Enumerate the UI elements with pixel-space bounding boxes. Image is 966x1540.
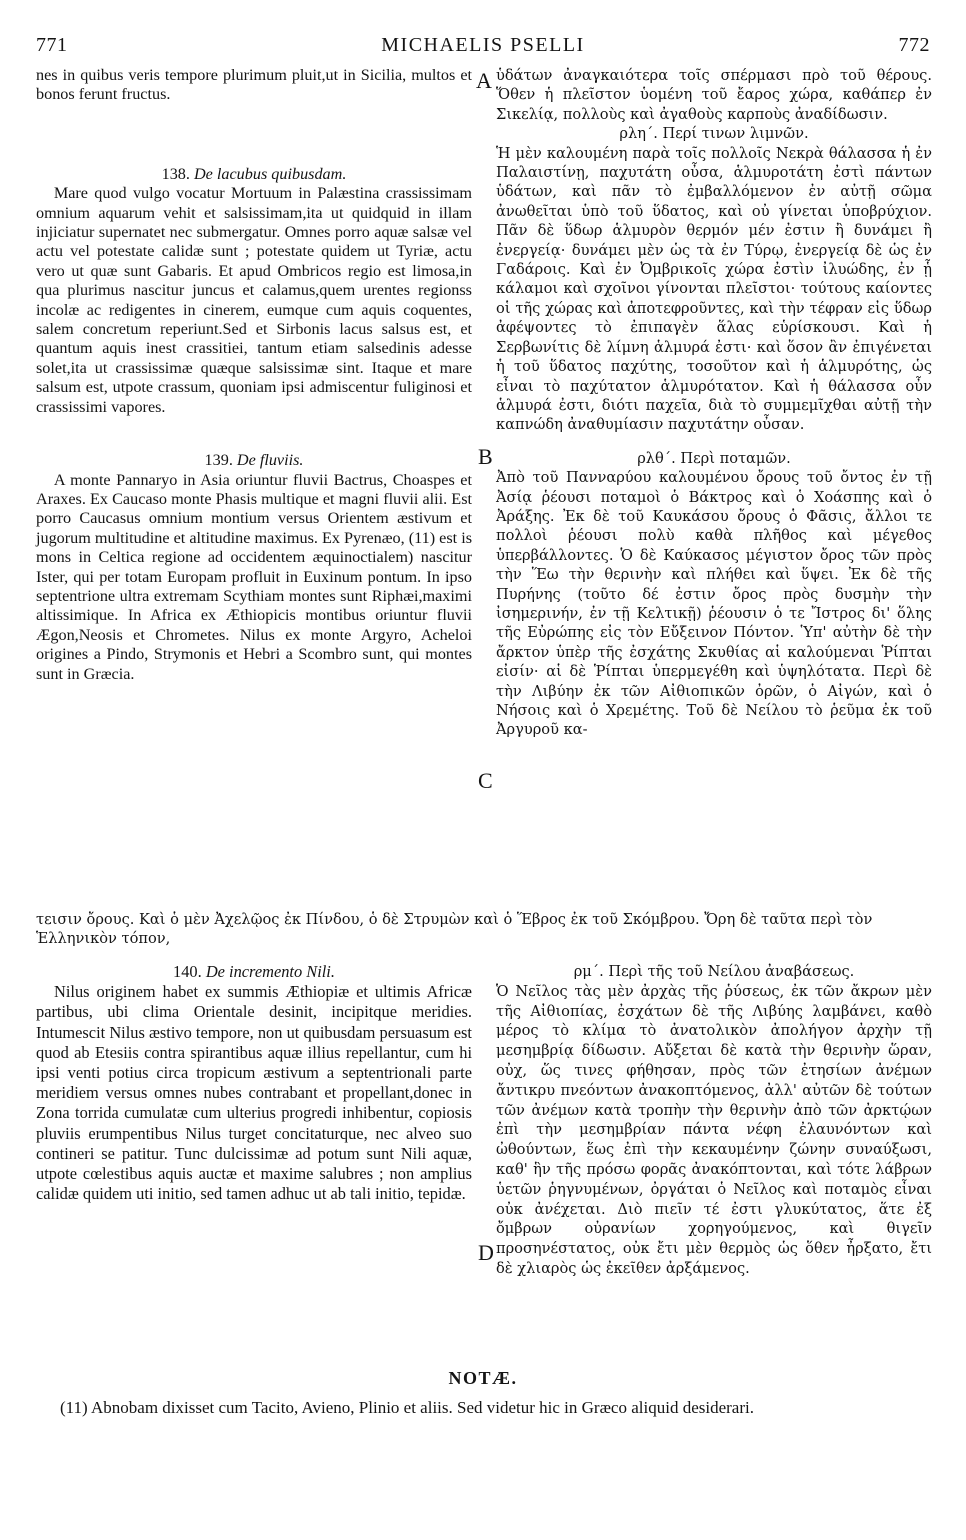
- greek-heading-140: ρμ΄. Περὶ τῆς τοῦ Νείλου ἀναβάσεως.: [573, 963, 855, 980]
- section-title: De fluviis.: [236, 451, 304, 470]
- greek-intro: ὑδάτων ἀναγκαιότερα τοῖς σπέρμασι πρὸ τοῦ θέρους. Ὅθεν ἡ πλεῖστον ὑομένη τοῦ ἔαρος χώρα, καθάπερ ἐν Σικελίᾳ, πολλοὺς καὶ ἀγαθοὺς καρποὺς ἀναδίδωσιν.: [496, 67, 932, 123]
- greek-continuation: τεισιν ὄρους. Καὶ ὁ μὲν Ἀχελῷος ἐκ Πίνδου, ὁ δὲ Στρυμὼν καὶ ὁ Ἕβρος ἐκ τοῦ Σκόμβρου. Ὄρη δὲ ταῦτα περὶ τὸν Ἑλληνικὸν τόπον,: [36, 911, 873, 948]
- latin-heading-138: [36, 165, 472, 184]
- latin-heading-140: [36, 962, 472, 982]
- greek-column: [496, 66, 932, 740]
- margin-letter-a: A: [476, 68, 492, 93]
- greek-column-140: [496, 962, 932, 1279]
- greek-text-140: Ὁ Νεῖλος τὰς μὲν ἀρχὰς τῆς ῥύσεως, ἐκ τῶν ἄκρων μὲν τῆς Αἰθιοπίας, ἐσχάτων δὲ τῆς Λιβύης λαμβάνει, καθὸ μέρος τὸ κλίμα τὸ ἀνατολικὸν ἀπολήγον ἀρχὴν τῇ μεσημβρίᾳ δίδωσιν. Αὔξεται δὲ κατὰ τὴν θερινὴν ὥραν, οὐχ, ὥς τινες φήθησαν, πρὸς τῶν ἐτησίων ἀνέμων ἄντικρυ πνεόντων ἀνακοπτόμενος, ἀλλ' αὐτῶν δὲ τούτων τῶν ἀνέμων κατὰ τροπὴν τὴν θερινὴν ἀπὸ τῶν ἀρκτῴων ἐπὶ τὴν μεσημβρίαν πάντα νέφη ἐλαυνόντων καὶ ὠθούντων, ἕως ἐπὶ τὴν κεκαυμένην ζώνην συναύξωσι, καθ' ἣν τῆς πρόσω φορᾶς ἀνακόπτονται, καὶ τότε λάβρων ὑετῶν ῥηγνυμένων, ὀργάται ὁ Νεῖλος καὶ ποταμὸς εἶναι οὐκ ἀνέχεται. Διὸ πιεῖν τέ ἐστι γλυκύτατος, ἅτε ἐξ ὄμβρων οὐρανίων χορηγούμενος, καὶ θιγεῖν προσηνέστατος, οὐκ ἔτι μὲν θερμὸς ὡς ὅθεν ἦρξατο, ἔτι δὲ χλιαρὸς ὡς ἐκεῖθεν ἀρξάμενος.: [496, 982, 932, 1277]
- greek-text-138: Ἡ μὲν καλουμένη παρὰ τοῖς πολλοῖς Νεκρὰ θάλασσα ἡ ἐν Παλαιστίνῃ, παχυτάτη οὖσα, ἁλμυροτάτη ἐστὶ πάντων ὑδάτων, καὶ πᾶν τὸ ἐμβαλλόμενον ἐν αὐτῇ σῶμα ἀνωθεῖται ὑπὸ τοῦ ὕδατος, καὶ οὐ γίνεται ὑποβρύχιον. Πᾶν δὲ ὕδωρ ἁλμυρὸν θερμόν μέν ἐστιν ἢ δυνάμει ἢ ἐνεργείᾳ· δυνάμει μὲν ὡς τὰ ἐν Τύρῳ, ἐνεργείᾳ δὲ ὡς ἐν Γαδάροις. Καὶ ἐν Ὀμβρικοῖς χώρα ἐστὶν ἰλυώδης, ἐν ᾗ κάλαμοι καὶ σχοῖνοι γίνονται πλεῖστοι· τούτους καίοντες οἱ τῆς χώρας καὶ ἀποτεφροῦντες, καὶ τὴν τέφραν εἰς ὕδωρ ἀφέψοντες τὸ ἐπιπαγὲν ἅλας εὑρίσκουσι. Καὶ ἡ Σερβωνίτις δὲ λίμνη ἁλμυρά ἐστι· καὶ ὅσον ἂν ἐπιγένεται ἡ τοῦ ὕδατος παχύτης, τοσοῦτον καὶ ἡ ἁλμυρότης, ὡς εἶναι τὸ παχύτατον ἁλμυρότατον. Καὶ ἡ θάλασσα οὖν ἁλμυρά ἐστι, διότι παχεῖα, διὰ τὸ συμμεμῖχθαι αὐτῇ τὴν καπνώδη ἀναθυμίασιν παχυτάτην οὖσαν.: [496, 144, 932, 434]
- latin-text-140: Nilus originem habet ex summis Æthiopiæ et ultimis Africæ partibus, ubi clima Orientale desinit, incipitque meridies. Intumescit Nilus æstivo tempore, non ut quibusdam persuasum est quod ab Etesiis contra spirantibus aquæ illius repellantur, cum hi ipsi venti potius circa tropicum æstivum a septentrionali parte meridiem versus omnes nubes contrabant et propellant,donec in Zona torrida cumulatæ cum ulterius progredi inhibentur, copiosis pluviis erumpentibus Nilus turget concitaturque, nec alveo suo contineri se patitur. Tunc dulcissimæ ad potum sunt Nili aquæ, utpote cœlestibus aquis auctæ et maxime salubres ; non amplius calidæ quidem uti initio, sed tamen adhuc ut ab tali initio, tepidæ.: [36, 982, 472, 1204]
- greek-heading-139: ρλθ΄. Περὶ ποταμῶν.: [637, 449, 791, 467]
- section-number: 140.: [173, 962, 202, 981]
- margin-letter-d: D: [478, 1240, 494, 1265]
- section-title: De lacubus quibusdam.: [193, 164, 347, 183]
- page-header: [36, 34, 930, 64]
- section-number: 139.: [204, 451, 233, 470]
- latin-intro: nes in quibus veris tempore plurimum pluit,ut in Sicilia, multos et bonos ferunt fructus.: [36, 66, 472, 104]
- margin-letter-c: C: [478, 768, 493, 793]
- page-number-right: 772: [898, 34, 930, 56]
- footnote-11: (11) Abnobam dixisset cum Tacito, Avieno, Plinio et aliis. Sed videtur hic in Græco aliquid desiderari.: [60, 1398, 754, 1417]
- section-number: 138.: [161, 164, 190, 183]
- section-title: De incremento Nili.: [205, 962, 335, 981]
- greek-heading-138: ρλη΄. Περί τινων λιμνῶν.: [619, 125, 809, 143]
- page-number-left: 771: [36, 34, 68, 56]
- running-title: MICHAELIS PSELLI: [381, 34, 585, 56]
- margin-letter-b: B: [478, 444, 493, 469]
- latin-text-139: A monte Pannaryo in Asia oriuntur fluvii Bactrus, Choaspes et Araxes. Ex Caucaso monte Phasis multique et magni fluvii alii. Est porro Caucasus omnium montium versus Orientem æstivum et jugorum multitudine et altitudine maximus. Ex Pyrenæo, (11) est is mons in Celtica regione ad occidentem æquinoctialem) nascitur Ister, qui per totam Europam profluit in Euxinum pontum. In ipso septentrione ultra extremam Scythiam montes sunt Riphæi,maximi altissimique. In Africa ex Æthiopicis montibus oriuntur fluvii Ægon,Neosis et Chrometes. Nilus ex monte Argyro, Acheloi origines a Pindo, Strymonis et Hebri a Scombro sunt, qui montes sunt in Græcia.: [36, 470, 472, 683]
- latin-column: [36, 66, 472, 684]
- greek-text-139: Ἀπὸ τοῦ Πανναρύου καλουμένου ὄρους τοῦ ὄντος ἐν τῇ Ἀσίᾳ ῥέουσι ποταμοὶ ὁ Βάκτρος καὶ ὁ Χοάσπης καὶ ὁ Ἀράξης. Ἐκ δὲ τοῦ Καυκάσου ὄρους ὁ Φᾶσις, ἄλλοι τε πολλοὶ ῥέουσι πολὺ καθὰ πλῆθος καὶ μέγεθος ὑπερβάλλοντες. Ὁ δὲ Καύκασος μέγιστον ὄρος τῶν πρὸς τὴν Ἕω τὴν θερινὴν καὶ πλήθει καὶ ὕψει. Ἐκ δὲ τῆς Πυρήνης (τοῦτο δέ ἐστιν ὄρος πρὸς δυσμὴν τὴν ἰσημερινήν, ἐν τῇ Κελτικῇ) ῥέουσιν ὁ τε Ἴστρος δι' ὅλης τῆς Εὐρώπης εἰς τὸν Εὔξεινον Πόντον. Ὑπ' αὐτὴν δὲ τὴν ἄρκτον ὑπὲρ τῆς ἐσχάτης Σκυθίας αἱ καλούμεναι Ῥίπται εἰσίν· αἱ δὲ Ῥίπται ὑπερμεγέθη καὶ ὑψηλότατα. Περὶ δὲ τὴν Λιβύην ἐκ τῶν Αἰθιοπικῶν ὀρῶν, ὁ Αἰγών, καὶ ὁ Νήσοις καὶ ὁ Χρεμέτης. Τοῦ δὲ Νείλου τὸ ῥεῦμα ἐκ τοῦ Ἀργυροῦ κα-: [496, 469, 932, 739]
- latin-column-140: [36, 962, 472, 1204]
- notes-heading: NOTÆ.: [448, 1368, 518, 1388]
- latin-heading-139: [36, 451, 472, 470]
- latin-text-138: Mare quod vulgo vocatur Mortuum in Palæstina crassissimam omnium aquarum vehit et salsissimam,ita ut quidquid in illam injiciatur supernatet nec submergatur. Omnes porro aquæ salsæ vel actu vel potestate calidæ sunt ; potestate quidem ut Tyriæ, actu vero ut quæ sunt Gabaris. Et apud Ombricos regio est limosa,in qua plurimus nascitur juncus et calamus,quem urentes regionss incolæ ac redigentes in cinerem, eumque cum aquis coquentes, salem concretum reperiunt.Sed et Sirbonis lacus salsus est, et quantum aquis inest crassitiei, tantum etiam salsedinis adesse solet,ita ut crassissimæ quæque salsissimæ sint. Itaque et mare salsum est, utpote crassum, quoniam ipsi admiscentur fuliginosi et crassissimi vapores.: [36, 184, 472, 416]
